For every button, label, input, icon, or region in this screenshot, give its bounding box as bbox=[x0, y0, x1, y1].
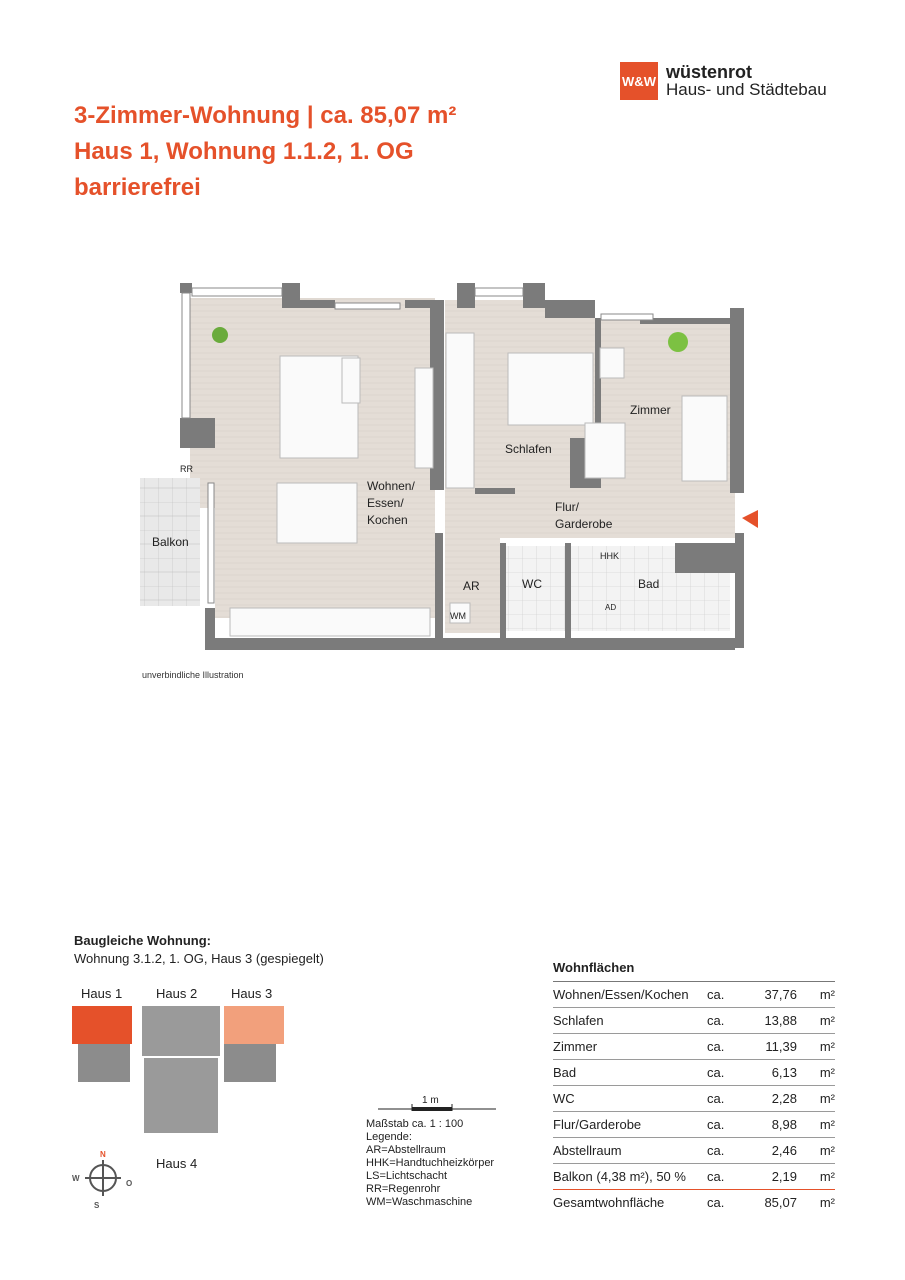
scale-unit: 1 m bbox=[422, 1095, 439, 1106]
label-towel-heater: HHK bbox=[600, 551, 620, 561]
house-2-label: Haus 2 bbox=[156, 986, 198, 1001]
floor-plan bbox=[130, 278, 770, 658]
scale-bar bbox=[366, 1092, 496, 1114]
label-bath: Bad bbox=[638, 577, 660, 591]
brand-name: wüstenrot bbox=[666, 62, 753, 82]
label-hall-2: Garderobe bbox=[555, 517, 613, 531]
title-line-2: Haus 1, Wohnung 1.1.2, 1. OG bbox=[74, 138, 414, 165]
area-table-title: Wohnflächen bbox=[553, 960, 835, 982]
label-wc: WC bbox=[522, 577, 542, 591]
label-storage: AR bbox=[463, 579, 480, 593]
brand-logo bbox=[620, 62, 827, 100]
label-washer: WM bbox=[450, 611, 466, 621]
house-4 bbox=[144, 1058, 218, 1133]
legend-item: LS=Lichtschacht bbox=[366, 1170, 448, 1182]
compass-south: S bbox=[94, 1201, 100, 1210]
legend-item: AR=Abstellraum bbox=[366, 1144, 446, 1156]
area-total-row: Gesamtwohnfläche ca. 85,07 m² bbox=[553, 1195, 835, 1210]
area-row: WC ca. 2,28 m² bbox=[553, 1086, 835, 1112]
illustration-note: unverbindliche Illustration bbox=[142, 670, 244, 680]
page-title bbox=[74, 98, 456, 206]
title-line-1: 3-Zimmer-Wohnung | ca. 85,07 m² bbox=[74, 102, 457, 129]
area-row: Zimmer ca. 11,39 m² bbox=[553, 1034, 835, 1060]
area-row: Flur/Garderobe ca. 8,98 m² bbox=[553, 1112, 835, 1138]
label-bedroom: Schlafen bbox=[505, 442, 552, 456]
house-4-label: Haus 4 bbox=[156, 1156, 198, 1171]
area-row: Abstellraum ca. 2,46 m² bbox=[553, 1138, 835, 1164]
compass-icon bbox=[68, 1148, 138, 1212]
label-living-3: Kochen bbox=[367, 513, 408, 527]
legend-item: WM=Waschmaschine bbox=[366, 1196, 473, 1208]
brand-badge: W&W bbox=[620, 62, 658, 100]
area-row: Schlafen ca. 13,88 m² bbox=[553, 1008, 835, 1034]
house-2 bbox=[142, 1006, 220, 1056]
area-table bbox=[553, 960, 835, 1215]
house-1 bbox=[72, 1006, 132, 1044]
scale-legend bbox=[366, 1092, 496, 1209]
label-balcony: Balkon bbox=[152, 535, 189, 549]
label-hall-1: Flur/ bbox=[555, 500, 579, 514]
area-row: Bad ca. 6,13 m² bbox=[553, 1060, 835, 1086]
same-unit-text: Wohnung 3.1.2, 1. OG, Haus 3 (gespiegelt) bbox=[74, 951, 324, 966]
scale-text: Maßstab ca. 1 : 100 bbox=[366, 1118, 464, 1130]
legend-item: HHK=Handtuchheizkörper bbox=[366, 1157, 495, 1169]
label-rain-pipe: RR bbox=[180, 464, 193, 474]
label-living-2: Essen/ bbox=[367, 496, 404, 510]
legend-title: Legende: bbox=[366, 1131, 412, 1143]
label-living-1: Wohnen/ bbox=[367, 479, 415, 493]
brand-subtitle: Haus- und Städtebau bbox=[666, 80, 827, 99]
label-ad: AD bbox=[605, 603, 617, 612]
house-3-label: Haus 3 bbox=[231, 986, 273, 1001]
legend-item: RR=Regenrohr bbox=[366, 1183, 441, 1195]
compass-west: W bbox=[72, 1174, 80, 1183]
label-room: Zimmer bbox=[630, 403, 671, 417]
area-row: Balkon (4,38 m²), 50 % ca. 2,19 m² bbox=[553, 1164, 835, 1190]
same-unit-block bbox=[74, 932, 324, 968]
title-line-3: barrierefrei bbox=[74, 174, 201, 201]
compass-east: O bbox=[126, 1179, 133, 1188]
house-3 bbox=[224, 1006, 284, 1044]
compass-north: N bbox=[100, 1150, 106, 1159]
area-row: Wohnen/Essen/Kochen ca. 37,76 m² bbox=[553, 982, 835, 1008]
house-1-label: Haus 1 bbox=[81, 986, 123, 1001]
same-unit-title: Baugleiche Wohnung: bbox=[74, 933, 211, 948]
